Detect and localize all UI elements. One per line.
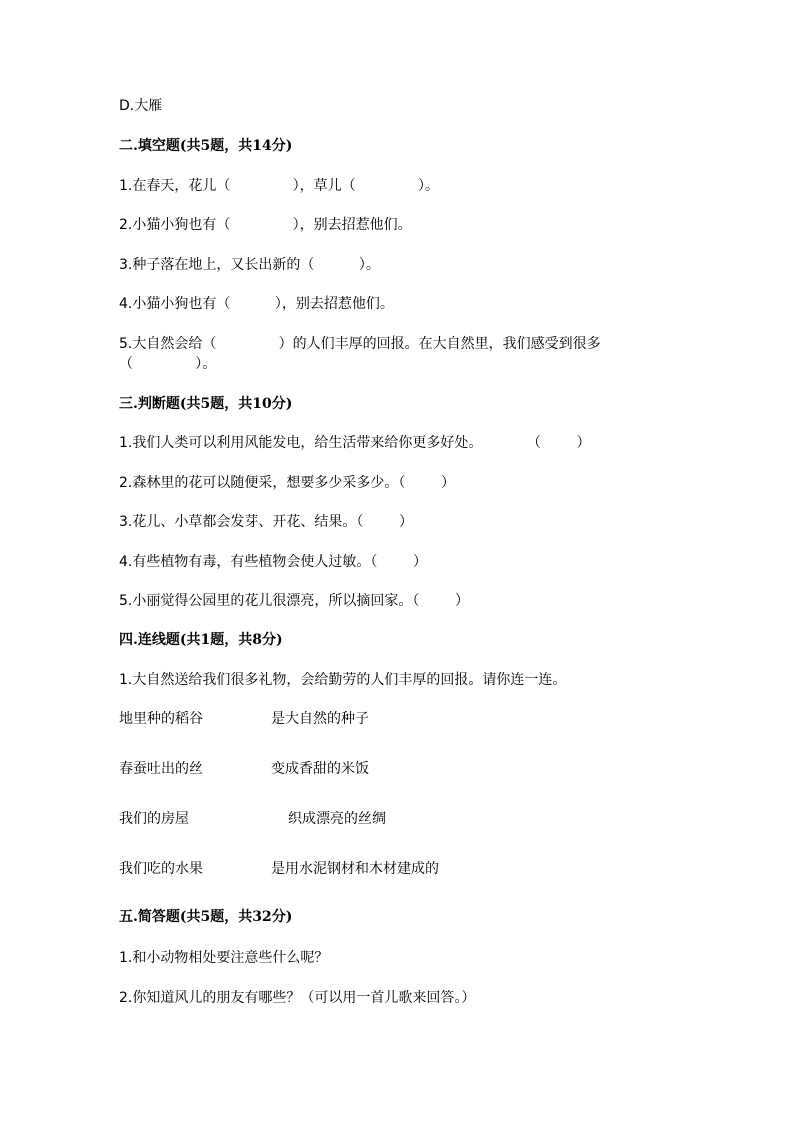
matching-right-item: 变成香甜的米饭 — [271, 761, 369, 777]
option-d: D.大雁 — [119, 98, 163, 114]
matching-right-item: 是用水泥钢材和木材建成的 — [271, 861, 439, 877]
fill-blank-q4: 4.小猫小狗也有（ ），别去招惹他们。 — [119, 296, 394, 312]
fill-blank-q1: 1.在春天，花儿（ ），草儿（ ）。 — [119, 178, 439, 194]
true-false-heading: 三.判断题(共5题，共10分) — [119, 396, 293, 412]
short-answer-heading: 五.简答题(共5题，共32分) — [119, 909, 293, 925]
short-answer-q2: 2.你知道风儿的朋友有哪些？（可以用一首儿歌来回答。） — [119, 990, 476, 1006]
matching-left-item: 地里种的稻谷 — [119, 711, 203, 727]
true-false-q2: 2.森林里的花可以随便采，想要多少采多少。（ ） — [119, 475, 455, 491]
matching-right-item: 织成漂亮的丝绸 — [288, 811, 386, 827]
fill-blank-q5-line2: （ ）。 — [119, 356, 217, 372]
true-false-q1: 1.我们人类可以利用风能发电，给生活带来给你更多好处。 （ ） — [119, 435, 591, 451]
matching-heading: 四.连线题(共1题，共8分) — [119, 632, 283, 648]
fill-blank-heading: 二.填空题(共5题，共14分) — [119, 138, 293, 154]
matching-q1: 1.大自然送给我们很多礼物，会给勤劳的人们丰厚的回报。请你连一连。 — [119, 672, 567, 688]
matching-left-item: 我们的房屋 — [119, 811, 189, 827]
matching-right-item: 是大自然的种子 — [271, 711, 369, 727]
short-answer-q1: 1.和小动物相处要注意些什么呢？ — [119, 950, 329, 966]
fill-blank-q5-line1: 5.大自然会给（ ）的人们丰厚的回报。在大自然里，我们感受到很多 — [119, 336, 601, 352]
matching-left-item: 我们吃的水果 — [119, 861, 203, 877]
fill-blank-q3: 3.种子落在地上，又长出新的（ ）。 — [119, 257, 380, 273]
true-false-q3: 3.花儿、小草都会发芽、开花、结果。（ ） — [119, 514, 413, 530]
true-false-q5: 5.小丽觉得公园里的花儿很漂亮，所以摘回家。（ ） — [119, 593, 469, 609]
fill-blank-q2: 2.小猫小狗也有（ ），别去招惹他们。 — [119, 217, 412, 233]
true-false-q4: 4.有些植物有毒，有些植物会使人过敏。（ ） — [119, 554, 427, 570]
matching-left-item: 春蚕吐出的丝 — [119, 761, 203, 777]
